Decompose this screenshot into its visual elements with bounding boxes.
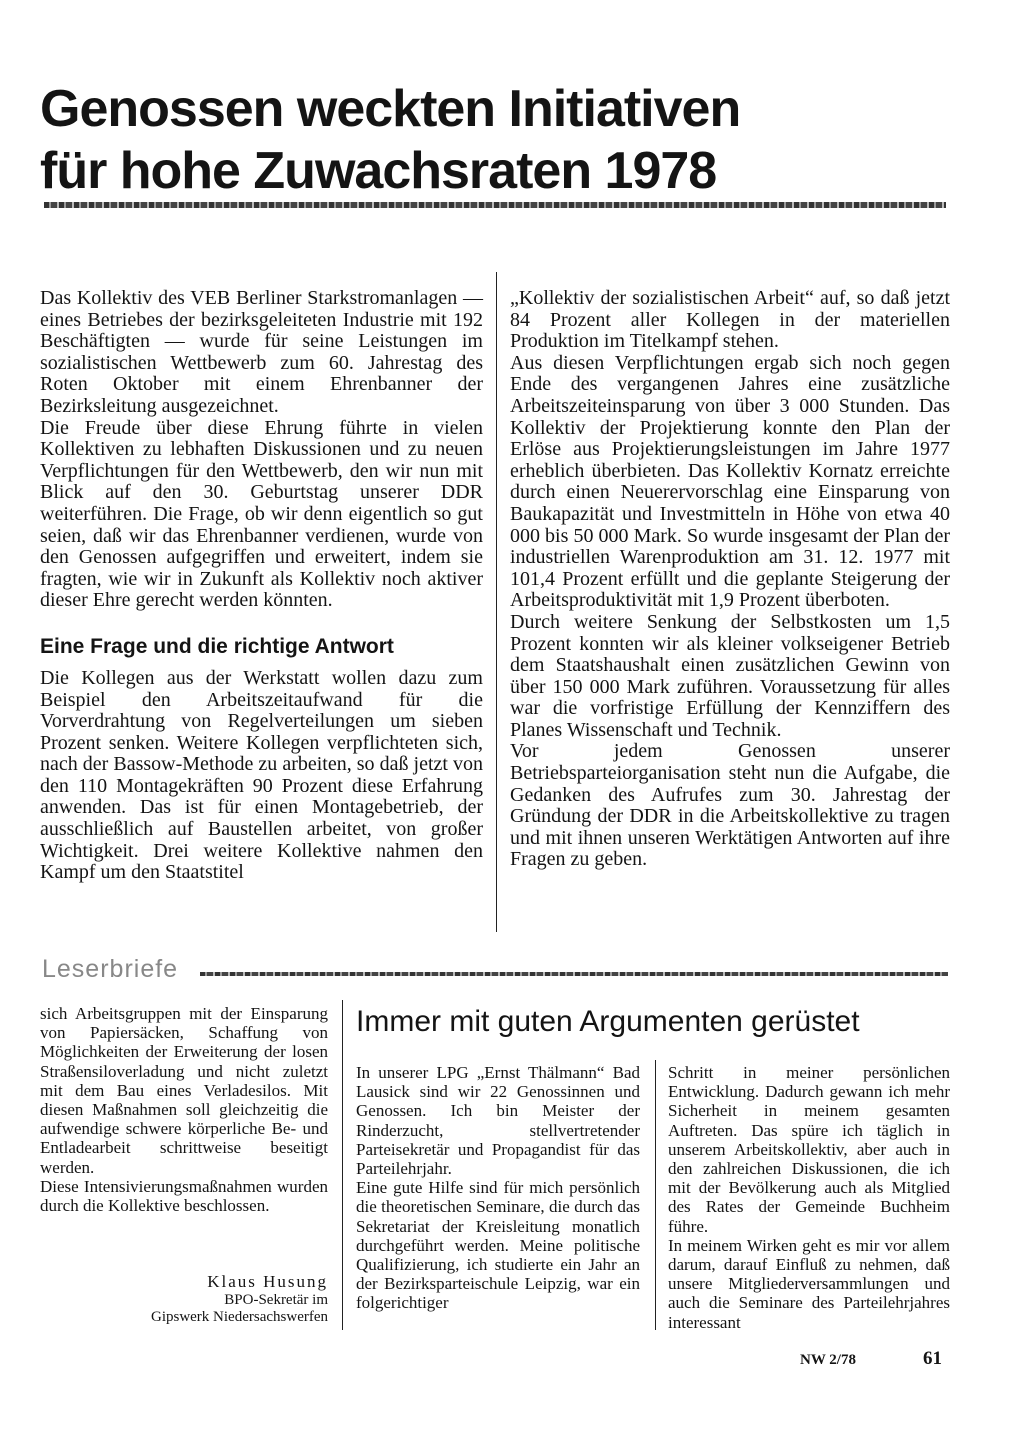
author-role: BPO-Sekretär im [224, 1292, 328, 1308]
author-organization: Gipswerk Niedersachswerfen [150, 1309, 328, 1325]
page-number: 61 [923, 1348, 942, 1369]
title-line-2: für hohe Zuwachsraten 1978 [40, 142, 717, 200]
letter-2-column-b [668, 1063, 950, 1332]
title-line-1: Genossen weckten Initiativen [40, 80, 741, 138]
letter-2-headline: Immer mit guten Argumenten gerüstet [356, 1005, 860, 1038]
article-paragraph: Die Freude über diese Ehrung führte in vielen Kollektiven zu lebhaften Diskussionen und zu neuen Verpflichtungen für den Wettbewerb, den wir nun mit Blick auf den 30. Geburtstag unserer DDR weiterführen. Die Frage, ob wir denn eigentlich so gut seien, daß wir das Ehrenbanner verdienen, wurde von den Genossen aufgegriffen und erweitert, indem sie fragten, wie wir in Zukunft als Kollektiv noch aktiver dieser Ehre gerecht werden könnten. [40, 416, 483, 612]
letter-1-signature [40, 1272, 328, 1326]
article-paragraph: Die Kollegen aus der Werkstatt wollen dazu zum Beispiel den Arbeitszeitaufwand für die Vorverdrahtung von Regelverteilungen um sieben Prozent senken. Weitere Kollegen verpflichteten sich, nach der Bassow-Methode zu arbeiten, so daß jetzt von den 110 Montagekräften 90 Prozent diese Erfahrung anwenden. Das ist für einen Montagebetrieb, der ausschließlich auf Baustellen arbeitet, von großer Wichtigkeit. Drei weitere Kollektive nahmen den Kampf um den Staatstitel [40, 666, 483, 884]
letter-1-body [40, 1004, 328, 1215]
issue-label: NW 2/78 [800, 1352, 856, 1368]
article-column-1 [40, 288, 483, 884]
author-name: Klaus Husung [207, 1272, 328, 1291]
article-paragraph: Durch weitere Senkung der Selbstkosten um 1,5 Prozent konnten wir als kleiner volkseigener Betrieb dem Staatshaushalt einen zusätzlichen Gewinn von über 150 000 Mark zuführen. Voraussetzung für alles war die vorfristige Erfüllung der Kennziffern des Planes Wissenschaft und Technik. [510, 610, 950, 741]
letter-2-column-a [356, 1063, 640, 1313]
letter-paragraph: Eine gute Hilfe sind für mich persönlich die theoretischen Seminare, die durch das Sekretariat der Kreisleitung monatlich durchgeführt werden. Meine politische Qualifizierung, ich studierte ein Jahr an der Bezirksparteischule Leipzig, war ein folgerichtiger [356, 1178, 640, 1313]
section-label-leserbriefe: Leserbriefe [42, 955, 179, 983]
letter-divider [342, 1000, 343, 1330]
article-paragraph: Aus diesen Verpflichtungen ergab sich noch gegen Ende des vergangenen Jahres eine zusätzliche Arbeitszeiteinsparung von über 3 000 Stunden. Das Kollektiv der Projektierung konnte den Plan der Erlöse aus Projektierungsleistungen im Jahre 1977 erheblich überbieten. Das Kollektiv Kornatz erreichte durch einen Neuerervorschlag eine Einsparung von Baukapazität und Investmitteln in Höhe von etwa 40 000 bis 50 000 Mark. So wurde insgesamt der Plan der industriellen Warenproduktion am 31. 12. 1977 mit 101,4 Prozent erfüllt und die geplante Steigerung der Arbeitsproduktivität mit 1,9 Prozent überboten. [510, 351, 950, 612]
letter-paragraph: sich Arbeitsgruppen mit der Einsparung von Papiersäcken, Schaffung von Möglichkeiten der Erweiterung der losen Straßensilоverladung und nicht zuletzt mit dem Bau eines Verladesilos. Mit diesen Maßnahmen soll gleichzeitig die aufwendige schwere körperliche Be- und Entladearbeit schrittweise beseitigt werden. [40, 1004, 328, 1177]
article-title [40, 78, 940, 202]
letter-2-column-divider [655, 1060, 656, 1330]
section-rule [200, 972, 948, 976]
article-paragraph: „Kollektiv der sozialistischen Arbeit“ auf, so daß jetzt 84 Prozent aller Kollegen in der materiellen Produktion im Titelkampf stehen. [510, 287, 950, 353]
article-paragraph: Vor jedem Genossen unserer Betriebsparteiorganisation steht nun die Aufgabe, die Gedanken des Aufrufes zum 30. Jahrestag der Gründung der DDR in die Arbeitskollektive zu tragen und mit ihnen unseren Werktätigen Antworten auf ihre Fragen zu geben. [510, 740, 950, 871]
letter-paragraph: In meinem Wirken geht es mir vor allem darum, darauf Einfluß zu nehmen, daß unsere Mitgliederversammlungen und auch die Seminare des Parteilehrjahres interessant [668, 1235, 950, 1332]
article-subhead: Eine Frage und die richtige Antwort [40, 634, 394, 658]
column-divider [496, 272, 497, 932]
article-paragraph: Das Kollektiv des VEB Berliner Starkstromanlagen — eines Betriebes der bezirksgeleiteten Industrie mit 192 Beschäftigten — wurde für seine Leistungen im sozialistischen Wettbewerb zum 60. Jahrestag des Roten Oktober mit einem Ehrenbanner der Bezirksleitung ausgezeichnet. [40, 287, 483, 417]
letter-paragraph: Schritt in meiner persönlichen Entwicklung. Dadurch gewann ich mehr Sicherheit in meinem gesamten Auftreten. Das spüre ich täglich in unserem Arbeitskollektiv, aber auch in den zahlreichen Diskussionen, die ich mit der Bevölkerung auch als Mitglied des Rates der Gemeinde Buchheim führe. [668, 1063, 950, 1236]
title-rule [44, 202, 946, 208]
letter-paragraph: Diese Intensivierungsmaßnahmen wurden durch die Kollektive beschlossen. [40, 1176, 328, 1216]
letter-paragraph: In unserer LPG „Ernst Thälmann“ Bad Lausick sind wir 22 Genossinnen und Genossen. Ich bin Meister der Rinderzucht, stellvertretender Parteisekretär und Propagandist für das Parteilehrjahr. [356, 1063, 640, 1179]
article-column-2 [510, 288, 950, 871]
